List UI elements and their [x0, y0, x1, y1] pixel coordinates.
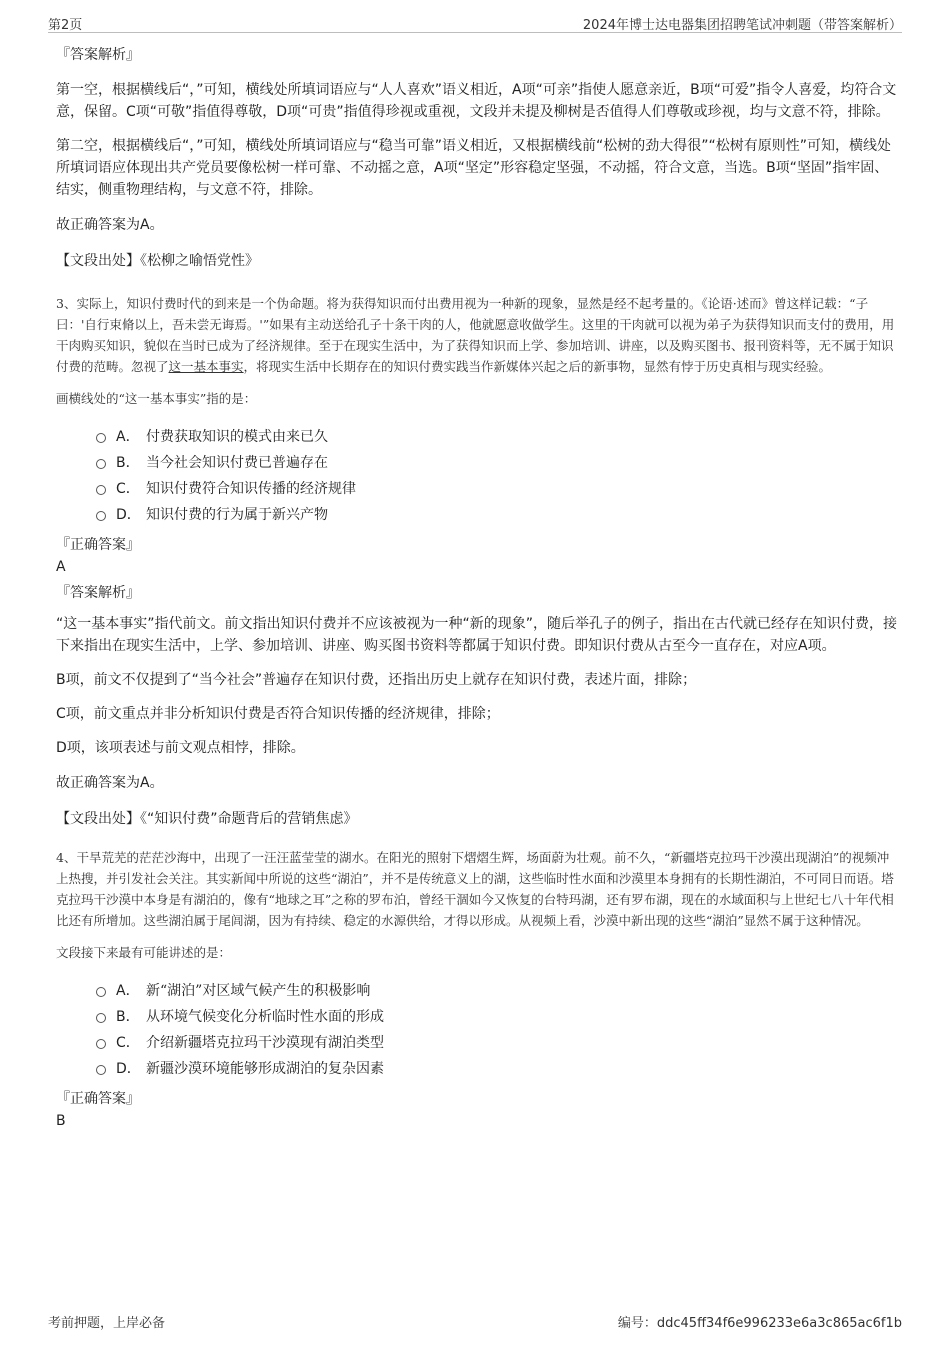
radio-button[interactable] [96, 485, 106, 495]
q2-source: 【文段出处】《松柳之喻悟党性》 [56, 253, 259, 269]
q3-option-b[interactable] [96, 449, 900, 475]
option-letter: A． [116, 429, 140, 445]
q3-analysis [56, 613, 900, 759]
q4-option-a[interactable] [96, 977, 900, 1003]
q3-answer-label: 『正确答案』 [56, 537, 140, 553]
page-content [56, 45, 900, 1131]
q3-analysis-label: 『答案解析』 [56, 585, 140, 601]
option-letter: C． [116, 481, 140, 497]
q4-prompt: 文段接下来最有可能讲述的是： [56, 945, 232, 960]
q4-option-c[interactable] [96, 1029, 900, 1055]
q2-analysis-label: 『答案解析』 [56, 47, 140, 63]
option-text: 知识付费的行为属于新兴产物 [146, 507, 328, 523]
option-letter: C． [116, 1035, 140, 1051]
q3-conclusion: 故正确答案为A。 [56, 775, 164, 791]
option-text: 从环境气候变化分析临时性水面的形成 [146, 1009, 384, 1025]
q4-option-b[interactable] [96, 1003, 900, 1029]
q3-option-c[interactable] [96, 475, 900, 501]
option-text: 介绍新疆塔克拉玛干沙漠现有湖泊类型 [146, 1035, 384, 1051]
radio-button[interactable] [96, 1065, 106, 1075]
q3-prompt: 画横线处的“这一基本事实”指的是： [56, 391, 257, 406]
q3-option-d[interactable] [96, 501, 900, 527]
q3-analysis-paragraph: B项，前文不仅提到了“当今社会”普遍存在知识付费，还指出历史上就存在知识付费，表述片面，排除； [56, 672, 697, 688]
q2-analysis-paragraph: 第二空，根据横线后“，”可知，横线处所填词语应与“稳当可靠”语义相近，又根据横线前“松树的劲大得很”“松树有原则性”可知，横线处所填词语应体现出共产党员要像松树一样可靠、不动摇之意，A项“坚定”形容稳定坚强，不动摇，符合文意，当选。B项“坚固”指牢固、结实，侧重物理结构，与文意不符，排除。 [56, 138, 892, 198]
q3-answer-block [56, 535, 900, 603]
q2-analysis-paragraph: 第一空，根据横线后“，”可知，横线处所填词语应与“人人喜欢”语义相近，A项“可亲”指使人愿意亲近，B项“可爱”指令人喜爱，均符合文意，保留。C项“可敬”指值得尊敬，D项“可贵”指值得珍视或重视，文段并未提及柳树是否值得人们尊敬或珍视，均与文意不符，排除。 [56, 82, 897, 120]
q4-options [96, 977, 900, 1081]
option-text: 当今社会知识付费已普遍存在 [146, 455, 328, 471]
q3-option-a[interactable] [96, 423, 900, 449]
q3-analysis-paragraph: D项，该项表述与前文观点相悖，排除。 [56, 740, 305, 756]
option-letter: D． [116, 507, 141, 523]
option-letter: B． [116, 1009, 140, 1025]
footer-slogan: 考前押题，上岸必备 [48, 1316, 166, 1331]
document-id: 编号：ddc45ff34f6e996233e6a3c865ac6f1b [617, 1316, 902, 1331]
page-header [48, 12, 902, 33]
radio-button[interactable] [96, 511, 106, 521]
q3-answer: A [56, 559, 66, 575]
radio-button[interactable] [96, 433, 106, 443]
radio-button[interactable] [96, 1013, 106, 1023]
q3-analysis-paragraph: C项，前文重点并非分析知识付费是否符合知识传播的经济规律，排除； [56, 706, 500, 722]
radio-button[interactable] [96, 987, 106, 997]
q4-answer-block [56, 1089, 900, 1131]
option-letter: B． [116, 455, 140, 471]
option-text: 付费获取知识的模式由来已久 [146, 429, 328, 445]
q3-underlined-phrase: 这一基本事实 [168, 359, 244, 374]
option-letter: A． [116, 983, 140, 999]
q2-analysis [56, 79, 900, 201]
option-letter: D． [116, 1061, 141, 1077]
q3-analysis-paragraph: “这一基本事实”指代前文。前文指出知识付费并不应该被视为一种“新的现象”，随后举孔子的例子，指出在古代就已经存在知识付费，接下来指出在现实生活中，上学、参加培训、讲座、购买图书资料等都属于知识付费。即知识付费从古至今一直存在，对应A项。 [56, 616, 898, 654]
q2-conclusion: 故正确答案为A。 [56, 217, 164, 233]
radio-button[interactable] [96, 1039, 106, 1049]
option-text: 新疆沙漠环境能够形成湖泊的复杂因素 [146, 1061, 384, 1077]
page-number: 第2页 [48, 18, 83, 33]
q4-option-d[interactable] [96, 1055, 900, 1081]
option-text: 新“湖泊”对区域气候产生的积极影响 [146, 983, 371, 999]
q3-passage [56, 293, 900, 377]
radio-button[interactable] [96, 459, 106, 469]
q4-answer: B [56, 1113, 66, 1129]
option-text: 知识付费符合知识传播的经济规律 [146, 481, 356, 497]
q3-options [96, 423, 900, 527]
document-title: 2024年博士达电器集团招聘笔试冲刺题（带答案解析） [582, 18, 902, 33]
q3-passage-after: ，将现实生活中长期存在的知识付费实践当作新媒体兴起之后的新事物，显然有悖于历史真相与现实经验。 [243, 359, 832, 374]
q3-passage-before: 3、实际上，知识付费时代的到来是一个伪命题。将为获得知识而付出费用视为一种新的现象，显然是经不起考量的。《论语·述而》曾这样记载：“子曰：'自行束脩以上，吾未尝无诲焉。'”如果有主动送给孔子十条干肉的人，他就愿意收做学生。这里的干肉就可以视为弟子为获得知识而支付的费用，用干肉购买知识，貌似在当时已成为了经济规律。至于在现实生活中，为了获得知识而上学、参加培训、讲座，以及购买图书、报刊资料等，无不属于知识付费的范畴。忽视了 [56, 296, 895, 374]
q3-source: 【文段出处】《“知识付费”命题背后的营销焦虑》 [56, 811, 358, 827]
q4-answer-label: 『正确答案』 [56, 1091, 140, 1107]
q4-passage: 4、干旱荒芜的茫茫沙海中，出现了一汪汪蓝莹莹的湖水。在阳光的照射下熠熠生辉，场面蔚为壮观。前不久，“新疆塔克拉玛干沙漠出现湖泊”的视频冲上热搜，并引发社会关注。其实新闻中所说的这些“湖泊”，并不是传统意义上的湖，这些临时性水面和沙漠里本身拥有的长期性湖泊，不可同日而语。塔克拉玛干沙漠中本身是有湖泊的，像有“地球之耳”之称的罗布泊，曾经干涸如今又恢复的台特玛湖，还有罗布湖，现在的水域面积与上世纪七八十年代相比还有所增加。这些湖泊属于尾闾湖，因为有持续、稳定的水源供给，才得以形成。从视频上看，沙漠中新出现的这些“湖泊”显然不属于这种情况。 [56, 850, 894, 928]
